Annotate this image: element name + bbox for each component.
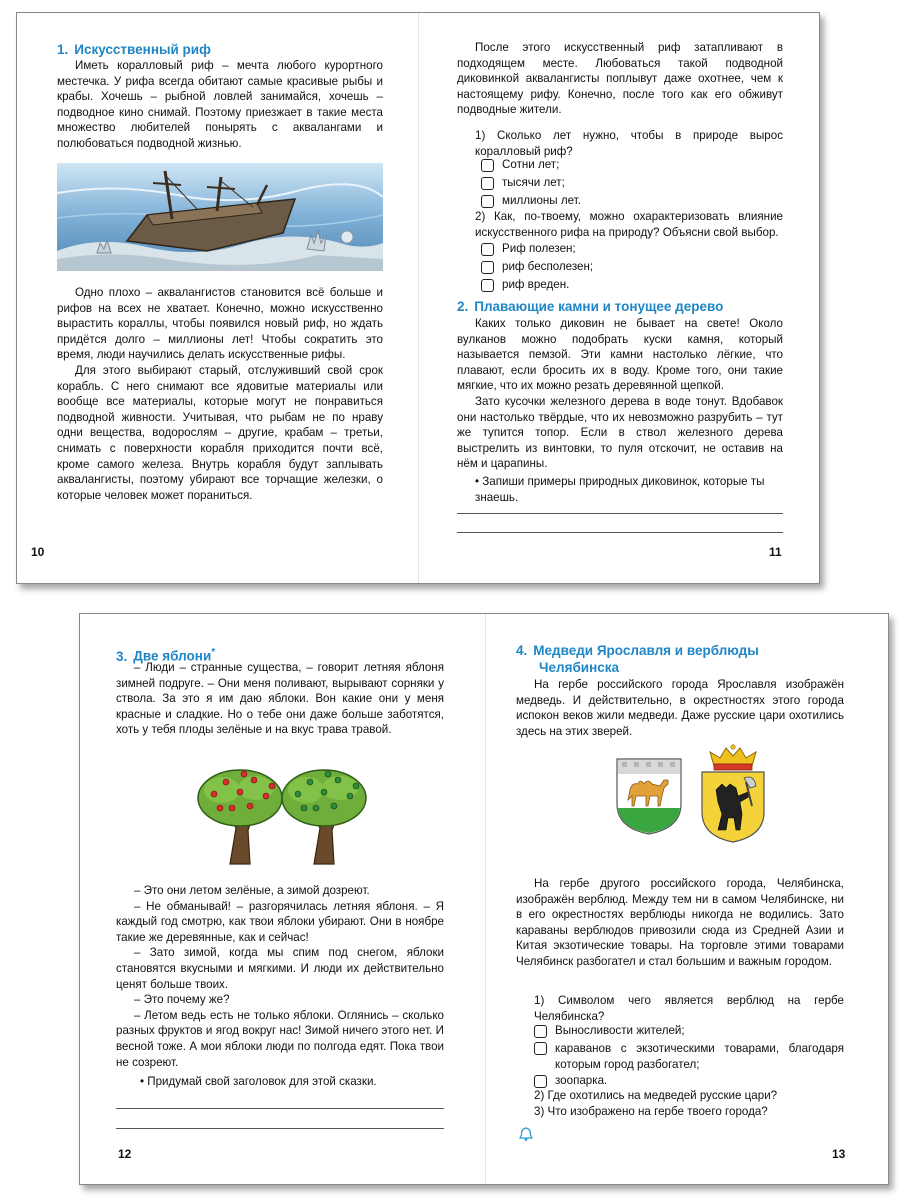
section-3-part-2: – Это они летом зелёные, а зимой дозреют. – Не обманывай! – разгорячилась летняя яблоня. – Я каждый год смотрю, как твои яблоки убирают. Они в ноябре такие же деревянные, как и сейчас! – Зато зимой, когда мы спим под снегом, яблоки становятся вкусными и мягкими. И люди их действительно ценят больше твоих. – Это почему же? – Летом ведь есть не только яблоки. Оглянись – сколько разных фруктов и ягод вокруг нас! Зимой ничего этого нет. И весной тоже. А мои яблоки люди по полгода едят. Пока твои не созреют.: [116, 884, 444, 1069]
section-4-heading: 4. Медведи Ярославля и верблюды Челябинска: [516, 643, 759, 675]
question-2: 2) Где охотились на медведей русские цари?: [534, 1089, 778, 1102]
section-1-body: Одно плохо – аквалангистов становится всё больше и рифов на всех не хватает. Конечно, можно искусственно вырастить кораллы, чтобы появился новый риф, но ждать придётся долго – миллионы лет! Чтобы сократить это время, люди научились делать искусственные рифы. Для этого выбирают старый, отслуживший свой срок корабль. С него снимают все ядовитые материалы или вообще все материалы, которые могут не понравиться подводной живности. Учитывая, что рыбам не по нраву одни вещества, водорослям – другие, крабам – третьи, снимать с поверхности корабля приходится почти всё, кроме самого железа. Внутрь корабля будут заплывать аквалангисты, поэтому убирают все торчащие железки, о которые человек может пораниться.: [57, 286, 383, 502]
question-2: 2) Как, по-твоему, можно охарактеризовать влияние искусственного рифа на природу? Объясни свой выбор.: [475, 210, 783, 239]
answer-option[interactable]: Риф полезен;: [481, 241, 576, 257]
answer-option[interactable]: тысячи лет;: [481, 175, 565, 191]
section-1-heading: 1. Искусственный риф: [57, 42, 211, 57]
answer-option[interactable]: Выносливости жителей;: [534, 1023, 685, 1039]
checkbox[interactable]: [481, 195, 494, 208]
checkbox[interactable]: [481, 159, 494, 172]
checkbox[interactable]: [481, 177, 494, 190]
page-number: 13: [832, 1147, 846, 1161]
checkbox[interactable]: [534, 1025, 547, 1038]
question-1: 1) Сколько лет нужно, чтобы в природе вырос коралловый риф?: [475, 129, 783, 158]
gutter-divider: [485, 614, 486, 1184]
bell-icon: [518, 1126, 534, 1142]
section-1-continuation: После этого искусственный риф затапливают в подходящем месте. Любоваться такой подводной диковинкой аквалангисты поплывут даже охотнее, чем к настоящему рифу. Конечно, после того как его обживут подводные жители.: [457, 41, 783, 117]
question-1: 1) Символом чего является верблюд на гербе Челябинска?: [534, 994, 844, 1023]
section-2-body: Каких только диковин не бывает на свете! Около вулканов можно подобрать куски камня, который называется пемзой. Эти камни настолько лёгкие, что плавают, если бросить их в воду. Кроме того, они такие мягкие, что их можно резать деревянной щепкой. Зато кусочки железного дерева в воде тонут. Вдобавок они настолько твёрдые, что их невозможно разрубить – тут же тупится топор. Если в ствол железного дерева выстрелить из винтовки, то пуля отскочит, не оставив на нём и царапины.: [457, 317, 783, 471]
answer-line[interactable]: [116, 1128, 444, 1129]
answer-option[interactable]: риф вреден.: [481, 277, 569, 293]
checkbox[interactable]: [481, 261, 494, 274]
section-4-body: На гербе другого российского города, Челябинска, изображён верблюд. Между тем ни в самом Челябинске, ни в его окрестностях верблюды никогда не водились. Зато караваны верблюдов привозили сюда из Средней Азии и Китая экзотические товары. На торговле этими товарами Челябинск разбогател и стал большим и важным городом.: [516, 877, 844, 968]
sunken-ship-illustration: [57, 163, 383, 271]
answer-option[interactable]: караванов с экзотическими товарами, благодаря которым город разбогател;: [534, 1041, 844, 1073]
book-spread-bottom: [79, 613, 889, 1185]
answer-option[interactable]: зоопарка.: [534, 1073, 607, 1089]
page-number: 11: [769, 545, 782, 559]
section-1-intro: Иметь коралловый риф – мечта любого курортного местечка. У рифа всегда обитают самые красивые рыбы и крабы. Хочешь – рыбной ловлей занимайся, хочешь – подводное кино снимай. Поэтому приезжает в такие места множество любителей понырять с аквалангами и полюбоваться подводной жизнью.: [57, 59, 383, 150]
section-3-heading: 3. Две яблони*: [116, 647, 216, 664]
page-number: 12: [118, 1147, 132, 1161]
answer-option[interactable]: Сотни лет;: [481, 157, 559, 173]
answer-option[interactable]: риф бесполезен;: [481, 259, 593, 275]
checkbox[interactable]: [481, 279, 494, 292]
task-bullet: • Запиши примеры природных диковинок, которые ты знаешь.: [475, 475, 765, 504]
checkbox[interactable]: [481, 243, 494, 256]
two-apple-trees-illustration: [192, 764, 372, 866]
section-4-intro: На гербе российского города Ярославля изображён медведь. И действительно, в окрестностях этого города испокон веков жили медведи. Даже русские цари охотились здесь на этих зверей.: [516, 678, 844, 738]
page-number: 10: [31, 545, 45, 559]
checkbox[interactable]: [534, 1075, 547, 1088]
book-spread-top: [16, 12, 820, 584]
gutter-divider: [418, 13, 419, 583]
task-bullet: • Придумай свой заголовок для этой сказки.: [140, 1075, 377, 1088]
yaroslavl-coat-of-arms: [696, 744, 770, 844]
section-3-part-1: – Люди – странные существа, – говорит летняя яблоня зимней подруге. – Они меня поливают, вырывают сорняки у ствола. За это я им даю яблоки. Вон какие они у меня красные и сладкие. Но о тебе они даже больше заботятся, хоть у тебя плоды зелёные и на вкус трава травой.: [116, 661, 444, 737]
answer-line[interactable]: [457, 532, 783, 533]
checkbox[interactable]: [534, 1042, 547, 1055]
answer-option[interactable]: миллионы лет.: [481, 193, 581, 209]
answer-line[interactable]: [457, 513, 783, 514]
section-2-heading: 2. Плавающие камни и тонущее дерево: [457, 299, 724, 314]
chelyabinsk-coat-of-arms: [614, 756, 684, 836]
question-3: 3) Что изображено на гербе твоего города?: [534, 1105, 768, 1118]
answer-line[interactable]: [116, 1108, 444, 1109]
